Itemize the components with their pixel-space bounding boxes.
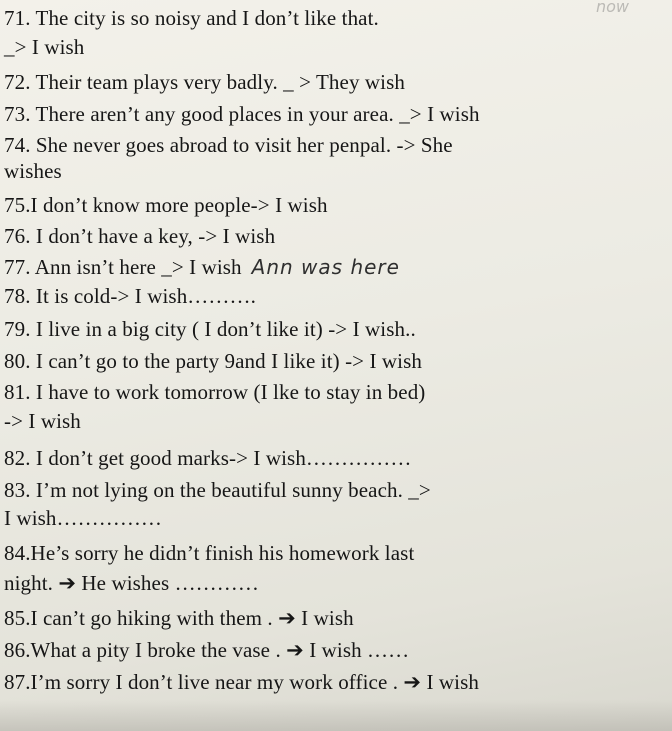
- exercise-line-75: 75.I don’t know more people-> I wish: [4, 193, 328, 217]
- exercise-line-79: 79. I live in a big city ( I don’t like it) -> I wish..: [4, 317, 416, 341]
- handwritten-answer: Ann was here: [251, 255, 400, 279]
- exercise-line-83: 83. I’m not lying on the beautiful sunny beach. _>: [4, 478, 431, 502]
- page-shadow: [0, 700, 672, 731]
- exercise-line-76: 76. I don’t have a key, -> I wish: [4, 224, 276, 248]
- exercise-line-85: 85.I can’t go hiking with them . ➔ I wish: [4, 606, 354, 630]
- exercise-line-81-answer: -> I wish: [4, 409, 81, 433]
- exercise-line-80: 80. I can’t go to the party 9and I like it) -> I wish: [4, 349, 422, 373]
- exercise-line-83-answer: I wish……………: [4, 506, 163, 530]
- exercise-line-82: 82. I don’t get good marks-> I wish……………: [4, 446, 412, 470]
- exercise-line-71-answer: _> I wish: [4, 35, 85, 59]
- exercise-line-77-text: 77. Ann isn’t here _> I wish: [4, 255, 242, 279]
- exercise-line-81: 81. I have to work tomorrow (I lke to stay in bed): [4, 380, 426, 404]
- exercise-line-74-cont: wishes: [4, 159, 62, 183]
- exercise-line-87: 87.I’m sorry I don’t live near my work office . ➔ I wish: [4, 670, 479, 694]
- exercise-line-84-cont: night. ➔ He wishes …………: [4, 571, 259, 595]
- exercise-line-77: [4, 255, 400, 279]
- exercise-line-86: 86.What a pity I broke the vase . ➔ I wish ……: [4, 638, 410, 662]
- corner-handwriting: now: [596, 0, 630, 16]
- exercise-line-72: 72. Their team plays very badly. _ > They wish: [4, 70, 405, 94]
- exercise-line-71: 71. The city is so noisy and I don’t like that.: [4, 6, 379, 30]
- exercise-line-84: 84.He’s sorry he didn’t finish his homework last: [4, 541, 415, 565]
- exercise-line-73: 73. There aren’t any good places in your area. _> I wish: [4, 102, 480, 126]
- exercise-line-78: 78. It is cold-> I wish……….: [4, 284, 256, 308]
- exercise-line-74: 74. She never goes abroad to visit her penpal. -> She: [4, 133, 453, 157]
